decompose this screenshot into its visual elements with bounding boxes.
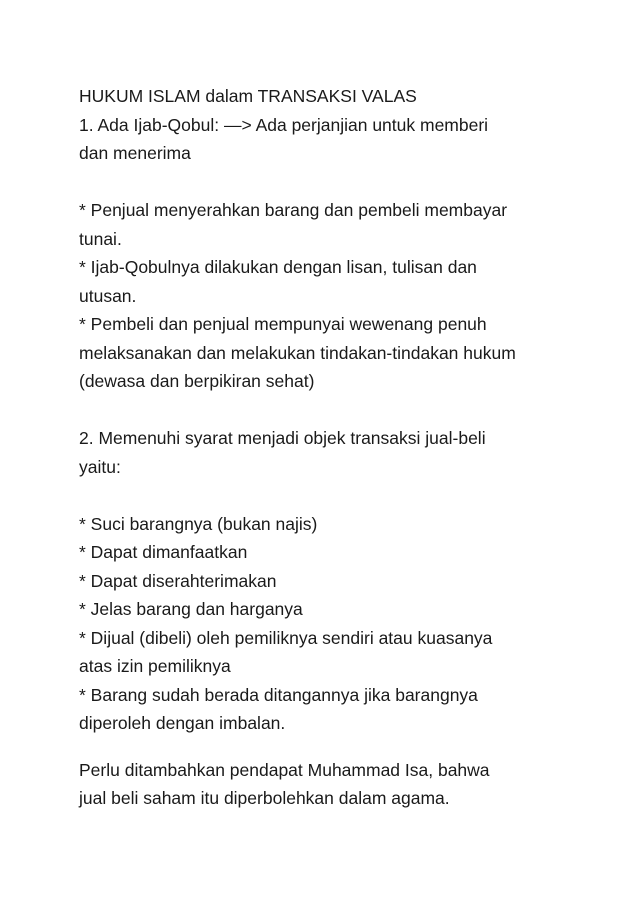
section1-bullet-2-line-2: utusan.: [79, 285, 137, 306]
section1-heading-line-1: 1. Ada Ijab-Qobul: —> Ada perjanjian untuk memberi: [79, 114, 489, 135]
paragraph-gap: [79, 481, 579, 510]
section2-bullet-6-line-1: * Barang sudah berada ditangannya jika barangnya: [79, 684, 478, 705]
paragraph-gap: [79, 168, 579, 197]
document-page: [79, 82, 579, 813]
section2-bullet-4: * Jelas barang dan harganya: [79, 599, 303, 619]
section1-bullet-3-line-1: * Pembeli dan penjual mempunyai wewenang penuh: [79, 314, 487, 334]
section2-heading-line-2: yaitu:: [79, 456, 121, 477]
section2-bullet-3: * Dapat diserahterimakan: [79, 570, 277, 591]
document-title: HUKUM ISLAM dalam TRANSAKSI VALAS: [79, 86, 417, 106]
section2-bullet-1: * Suci barangnya (bukan najis): [79, 513, 318, 534]
section1-bullet-3-line-3: (dewasa dan berpikiran sehat): [79, 371, 315, 391]
section1-bullet-3-line-2: melaksanakan dan melakukan tindakan-tindakan hukum: [79, 342, 516, 363]
section2-heading-line-1: 2. Memenuhi syarat menjadi objek transaksi jual-beli: [79, 428, 486, 448]
section2-bullet-5-line-1: * Dijual (dibeli) oleh pemiliknya sendiri atau kuasanya: [79, 627, 493, 648]
section2-bullet-6-line-2: diperoleh dengan imbalan.: [79, 713, 286, 733]
closing-line-2: jual beli saham itu diperbolehkan dalam agama.: [79, 788, 450, 808]
section1-bullet-1-line-1: * Penjual menyerahkan barang dan pembeli membayar: [79, 200, 508, 220]
section1-bullet-2-line-1: * Ijab-Qobulnya dilakukan dengan lisan, tulisan dan: [79, 257, 477, 277]
section2-bullet-2: * Dapat dimanfaatkan: [79, 542, 248, 562]
section2-bullet-5-line-2: atas izin pemiliknya: [79, 656, 231, 676]
paragraph-gap: [79, 396, 579, 425]
section1-heading-line-2: dan menerima: [79, 143, 191, 163]
paragraph-gap: [79, 738, 579, 756]
section1-bullet-1-line-2: tunai.: [79, 228, 122, 249]
closing-line-1: Perlu ditambahkan pendapat Muhammad Isa, bahwa: [79, 759, 490, 780]
